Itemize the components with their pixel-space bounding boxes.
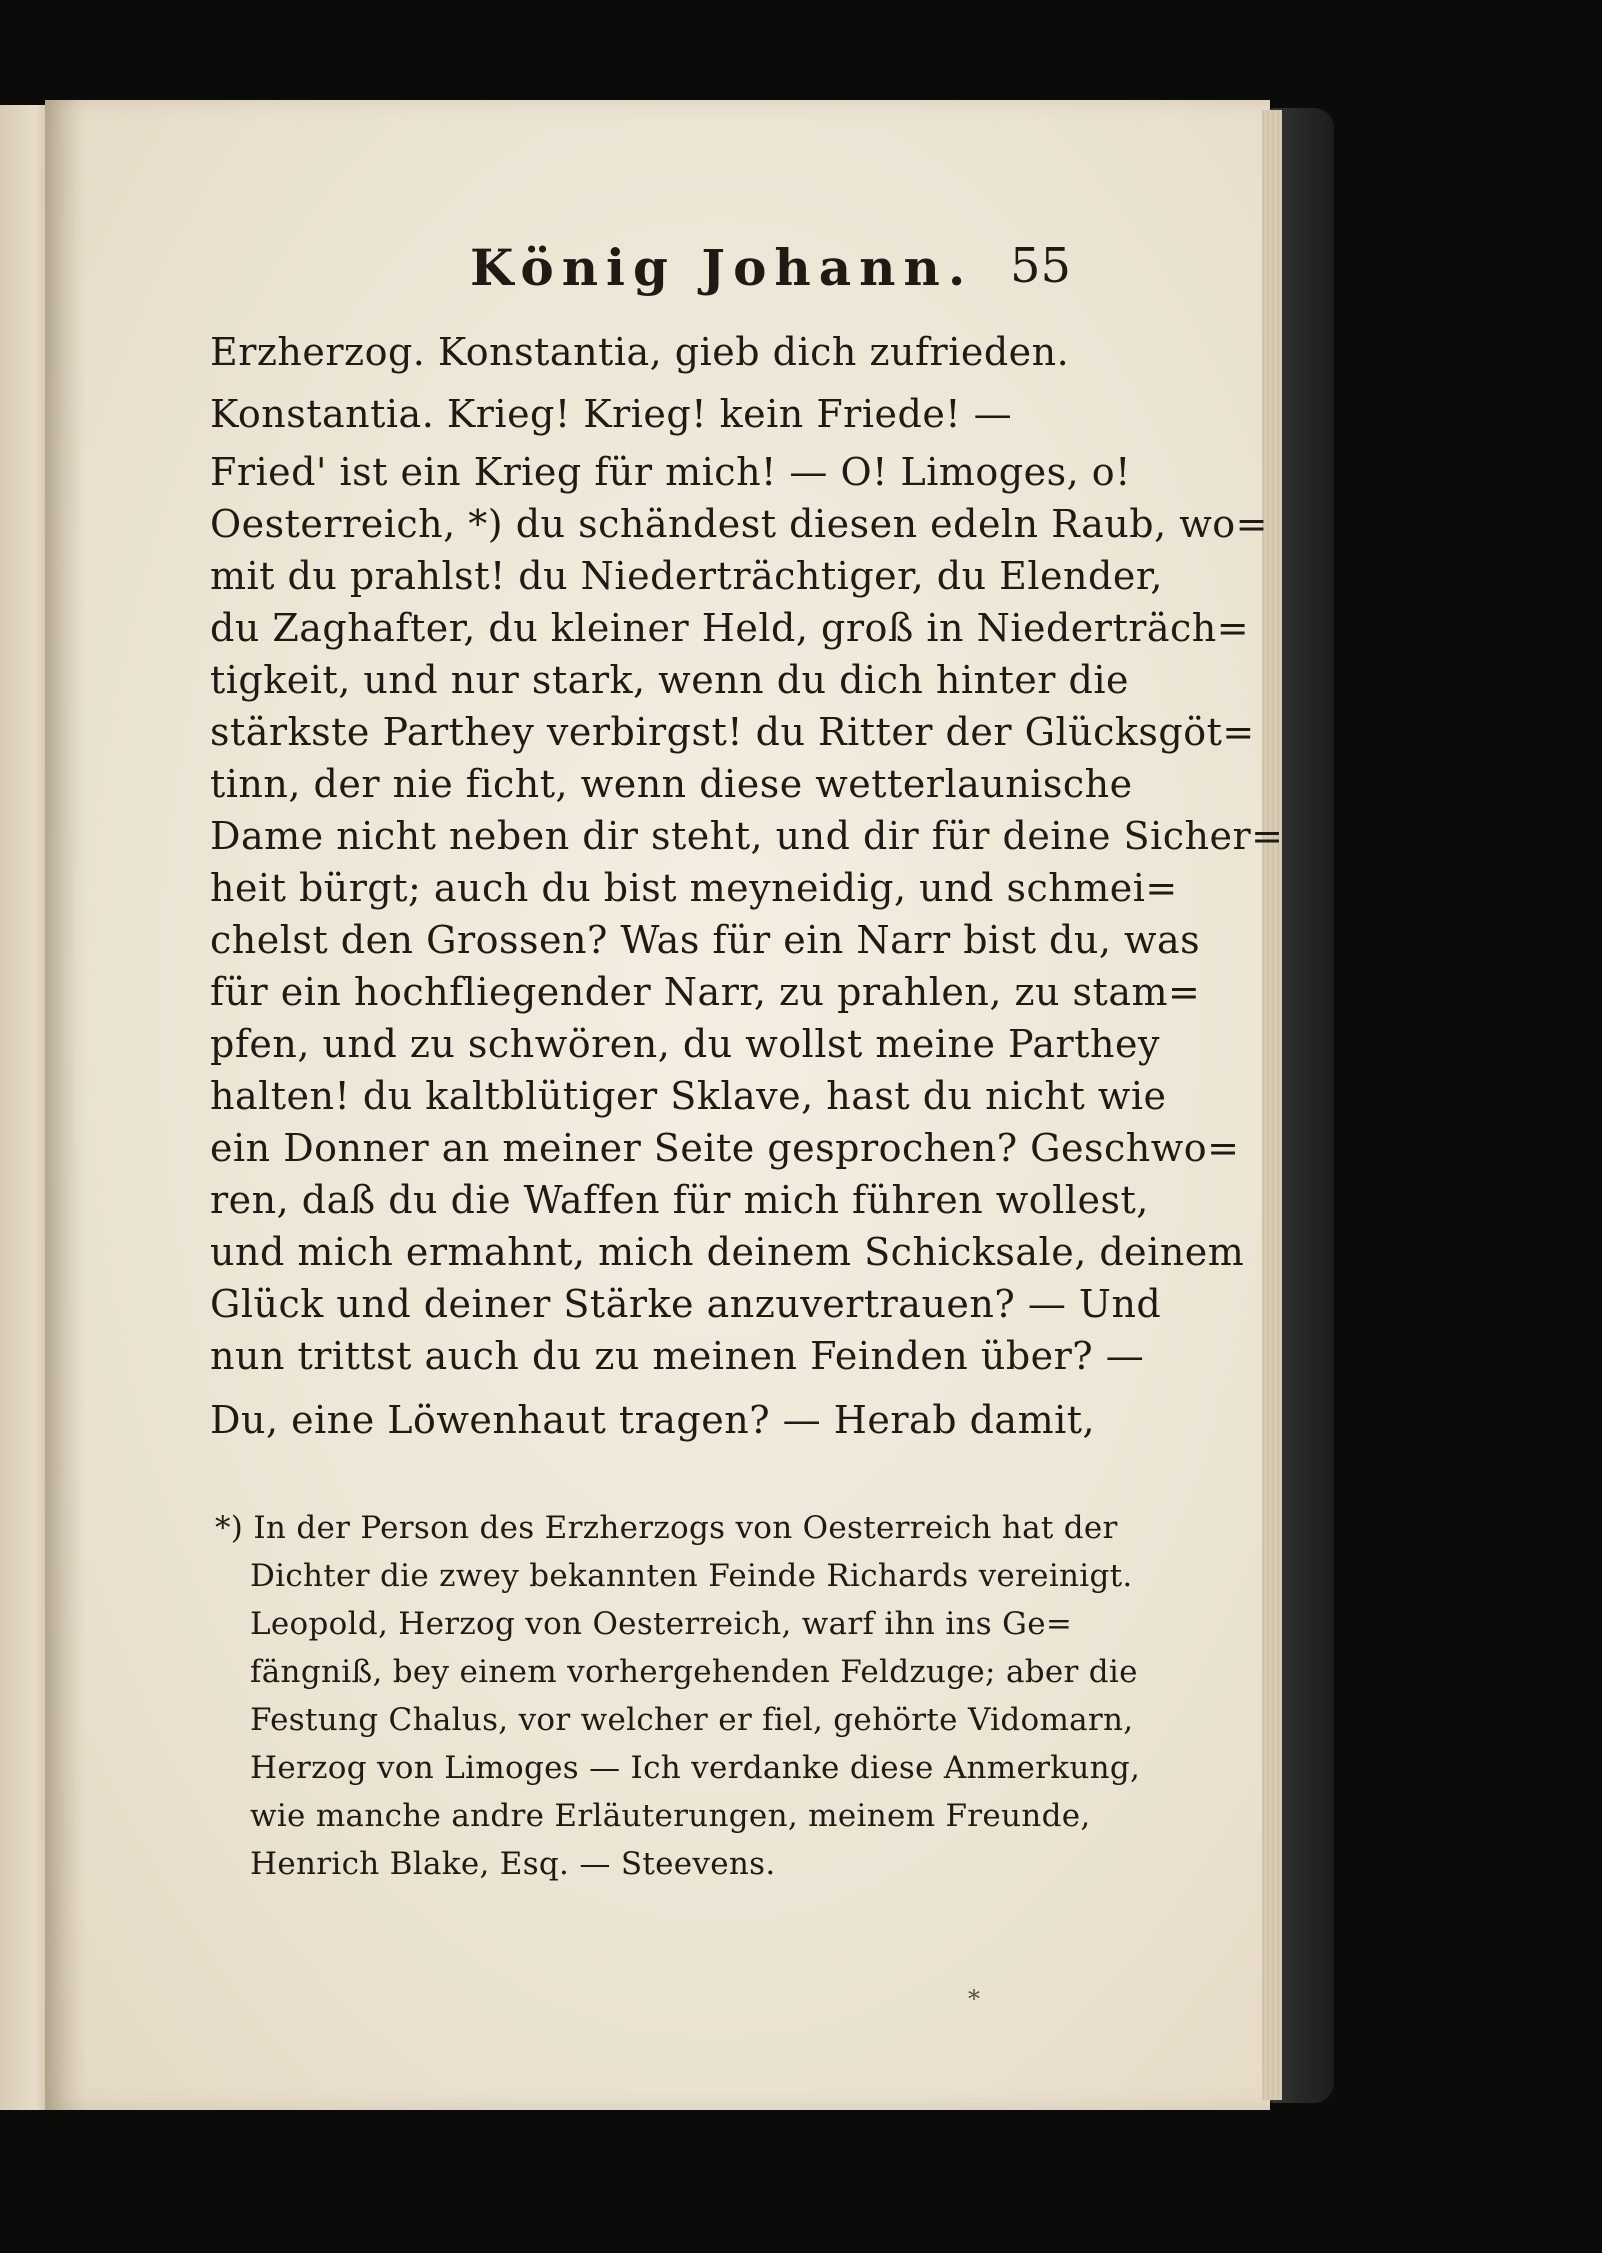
signature-mark: * xyxy=(968,1985,980,2013)
body-line: Oesterreich, *) du schändest diesen edeln Raub, wo= xyxy=(210,502,1268,546)
page-number: 55 xyxy=(1010,238,1072,294)
footnote-line: Festung Chalus, vor welcher er fiel, gehörte Vidomarn, xyxy=(250,1702,1134,1738)
footnote-line: wie manche andre Erläuterungen, meinem Freunde, xyxy=(250,1798,1091,1834)
body-line: nun trittst auch du zu meinen Feinden über? — xyxy=(210,1334,1145,1378)
body-line: Konstantia. Krieg! Krieg! kein Friede! — xyxy=(210,392,1013,436)
gutter-shadow xyxy=(45,100,85,2110)
running-title: König Johann. xyxy=(470,238,974,297)
body-line: stärkste Parthey verbirgst! du Ritter der Glücksgöt= xyxy=(210,710,1255,754)
body-line: ein Donner an meiner Seite gesprochen? Geschwo= xyxy=(210,1126,1240,1170)
body-line: mit du prahlst! du Niederträchtiger, du Elender, xyxy=(210,554,1163,598)
footnote-line: Herzog von Limoges — Ich verdanke diese Anmerkung, xyxy=(250,1750,1141,1786)
footnote-line: Dichter die zwey bekannten Feinde Richards vereinigt. xyxy=(250,1558,1133,1594)
footnote-line: *) In der Person des Erzherzogs von Oesterreich hat der xyxy=(215,1510,1118,1546)
body-line: ren, daß du die Waffen für mich führen wollest, xyxy=(210,1178,1149,1222)
body-line: heit bürgt; auch du bist meyneidig, und schmei= xyxy=(210,866,1178,910)
page-block-edge xyxy=(1262,110,1282,2100)
body-line: und mich ermahnt, mich deinem Schicksale, deinem xyxy=(210,1230,1245,1274)
body-line: chelst den Grossen? Was für ein Narr bist du, was xyxy=(210,918,1201,962)
body-line: Dame nicht neben dir steht, und dir für deine Sicher= xyxy=(210,814,1284,858)
body-line: tigkeit, und nur stark, wenn du dich hinter die xyxy=(210,658,1129,702)
body-line: Fried' ist ein Krieg für mich! — O! Limoges, o! xyxy=(210,450,1131,494)
body-line: du Zaghafter, du kleiner Held, groß in Niederträch= xyxy=(210,606,1250,650)
body-line: halten! du kaltblütiger Sklave, hast du nicht wie xyxy=(210,1074,1167,1118)
left-page-edge xyxy=(0,105,50,2110)
footnote-line: Henrich Blake, Esq. — Steevens. xyxy=(250,1846,776,1882)
body-line: Glück und deiner Stärke anzuvertrauen? — Und xyxy=(210,1282,1162,1326)
body-line: tinn, der nie ficht, wenn diese wetterlaunische xyxy=(210,762,1133,806)
body-line: für ein hochfliegender Narr, zu prahlen, zu stam= xyxy=(210,970,1201,1014)
body-line: Du, eine Löwenhaut tragen? — Herab damit, xyxy=(210,1398,1096,1442)
body-line: Erzherzog. Konstantia, gieb dich zufrieden. xyxy=(210,330,1070,374)
footnote-line: Leopold, Herzog von Oesterreich, warf ihn ins Ge= xyxy=(250,1606,1073,1642)
footnote-line: fängniß, bey einem vorhergehenden Feldzuge; aber die xyxy=(250,1654,1138,1690)
body-line: pfen, und zu schwören, du wollst meine Parthey xyxy=(210,1022,1160,1066)
